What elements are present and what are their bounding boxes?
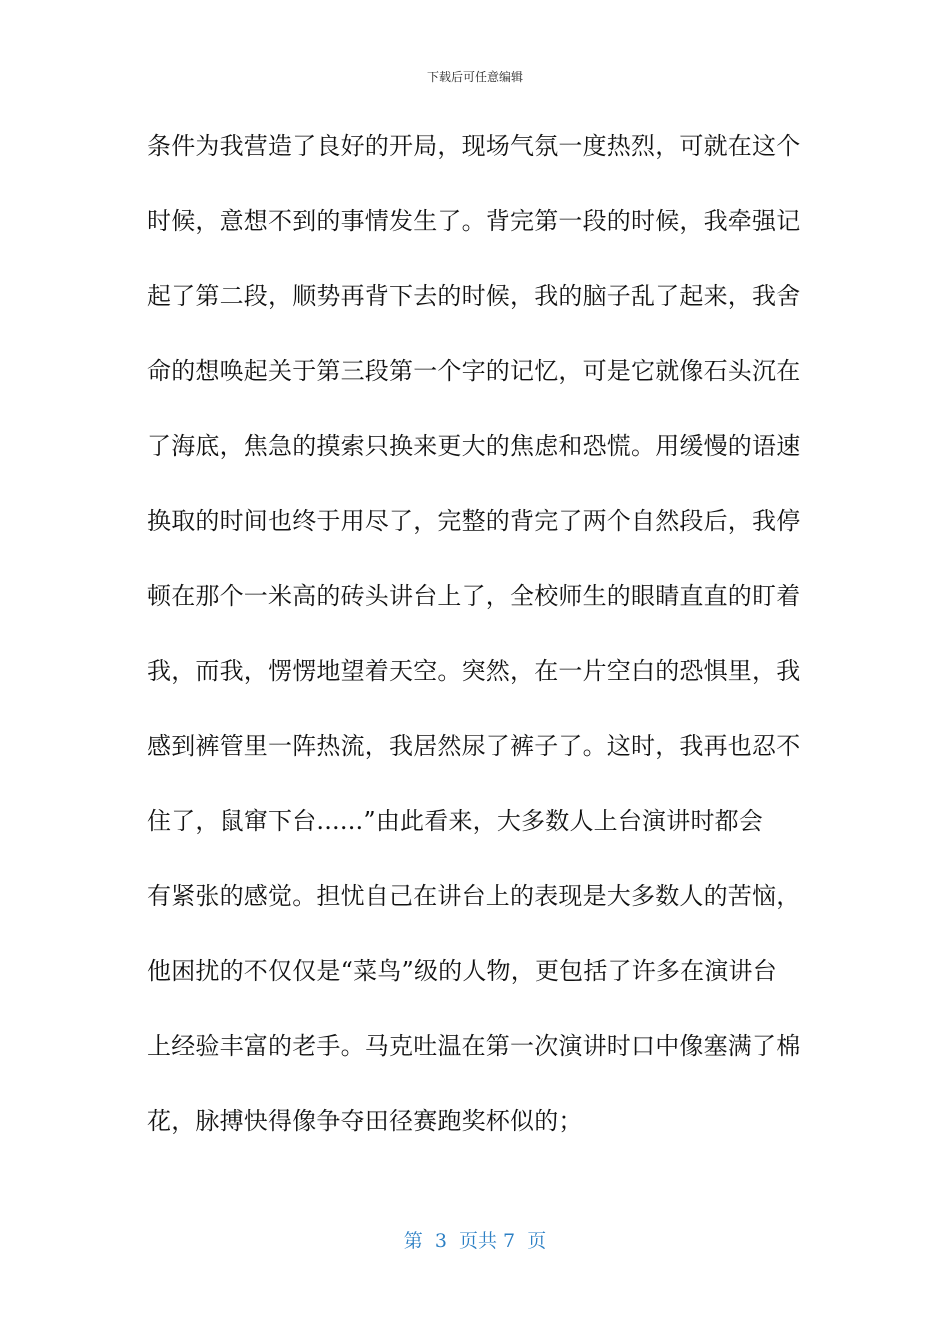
body-line: 命的想唤起关于第三段第一个字的记忆，可是它就像石头沉在	[147, 357, 801, 385]
page-header: 下载后可任意编辑	[426, 70, 523, 84]
body-line: 花，脉搏快得像争夺田径赛跑奖杯似的；	[147, 1107, 583, 1135]
body-line: 上经验丰富的老手。马克吐温在第一次演讲时口中像塞满了棉	[147, 1032, 801, 1060]
body-text	[147, 126, 801, 1176]
body-line: 了海底，焦急的摸索只换来更大的焦虑和恐慌。用缓慢的语速	[147, 432, 801, 460]
body-line: 起了第二段，顺势再背下去的时候，我的脑子乱了起来，我舍	[147, 282, 801, 310]
body-line: 他困扰的不仅仅是“菜鸟”级的人物，更包括了许多在演讲台	[147, 957, 777, 985]
page-number-footer: 第 3 页共 7 页	[403, 1230, 547, 1252]
body-line: 感到裤管里一阵热流，我居然尿了裤子了。这时，我再也忍不	[147, 732, 801, 760]
body-line: 条件为我营造了良好的开局，现场气氛一度热烈，可就在这个	[147, 132, 801, 160]
body-line: 住了，鼠窜下台......”由此看来，大多数人上台演讲时都会	[147, 807, 764, 835]
body-line: 时候，意想不到的事情发生了。背完第一段的时候，我牵强记	[147, 207, 801, 235]
body-line: 顿在那个一米高的砖头讲台上了，全校师生的眼睛直直的盯着	[147, 582, 801, 610]
body-line: 我，而我，愣愣地望着天空。突然，在一片空白的恐惧里，我	[147, 657, 801, 685]
body-line: 有紧张的感觉。担忧自己在讲台上的表现是大多数人的苦恼，	[147, 882, 801, 910]
body-line: 换取的时间也终于用尽了，完整的背完了两个自然段后，我停	[147, 507, 801, 535]
